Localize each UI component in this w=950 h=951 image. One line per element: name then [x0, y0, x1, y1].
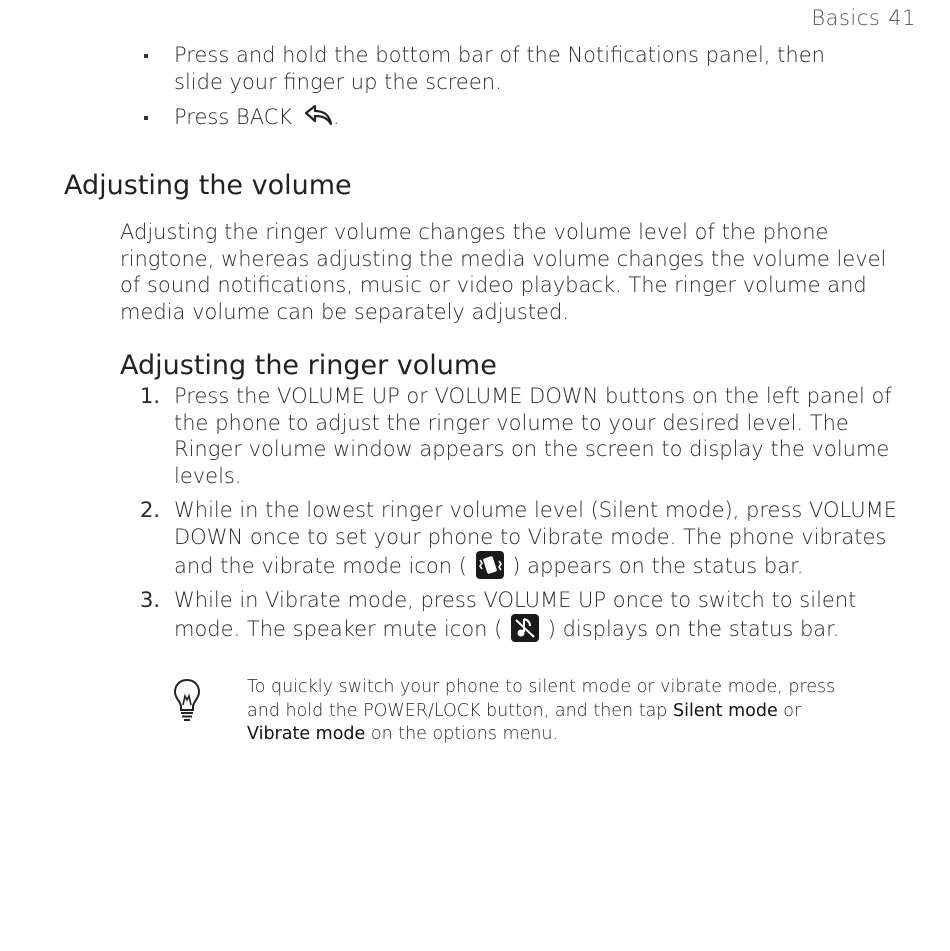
page-number: 41	[888, 6, 916, 30]
section-heading: Adjusting the volume	[64, 170, 352, 201]
step-text-after: ) displays on the status bar.	[547, 616, 840, 641]
tip-text-after: on the options menu.	[365, 724, 559, 744]
vibrate-mode-icon	[476, 551, 504, 579]
step-number: 1.	[140, 384, 161, 408]
speaker-mute-icon	[511, 614, 539, 642]
step-text-after: ) appears on the status bar.	[512, 553, 804, 578]
steps-list	[140, 383, 910, 650]
section-paragraph: Adjusting the ringer volume changes the volume level of the phone ringtone, whereas adjusting the media volume changes the volume level of sound notifications, music or video playback. The ringer volume and media volume can be separately adjusted.	[120, 220, 887, 324]
step-number: 2.	[140, 498, 161, 523]
tip-text-before: To quickly switch your phone to silent mode or vibrate mode, press and hold the POWER/LOCK button, and then tap	[247, 677, 836, 721]
tip-text	[247, 676, 847, 747]
bullet-item	[140, 42, 880, 96]
bullet-text: Press BACK	[174, 105, 293, 129]
step-item	[140, 587, 910, 642]
bullet-text: Press and hold the bottom bar of the Notifications panel, then slide your finger up the screen.	[174, 43, 825, 94]
bullet-dot	[144, 54, 148, 58]
bullet-suffix: .	[332, 105, 340, 129]
subsection-heading: Adjusting the ringer volume	[120, 350, 497, 381]
bullet-dot	[144, 116, 148, 120]
bullet-item	[140, 104, 880, 133]
step-item	[140, 383, 910, 489]
step-text-before: While in the lowest ringer volume level (Silent mode), press VOLUME DOWN once to set your phone to Vibrate mode. The phone vibrates and the vibrate mode icon (	[174, 498, 897, 578]
step-text: Press the VOLUME UP or VOLUME DOWN buttons on the left panel of the phone to adjust the ringer volume to your desired level. The Ringer volume window appears on the screen to display the volume levels.	[174, 384, 892, 488]
step-text-before: While in Vibrate mode, press VOLUME UP once to switch to silent mode. The speaker mute icon (	[174, 588, 857, 641]
step-number: 3.	[140, 588, 161, 613]
tip-text-middle: or	[777, 700, 802, 721]
lightbulb-icon	[172, 678, 202, 722]
page-header	[811, 6, 916, 30]
tip-emphasis-silent: Silent mode	[672, 700, 778, 721]
back-arrow-icon	[303, 104, 333, 133]
bullet-list	[140, 42, 880, 141]
section-name: Basics	[811, 6, 881, 30]
step-item	[140, 497, 910, 579]
tip-emphasis-vibrate: Vibrate mode	[247, 724, 366, 744]
